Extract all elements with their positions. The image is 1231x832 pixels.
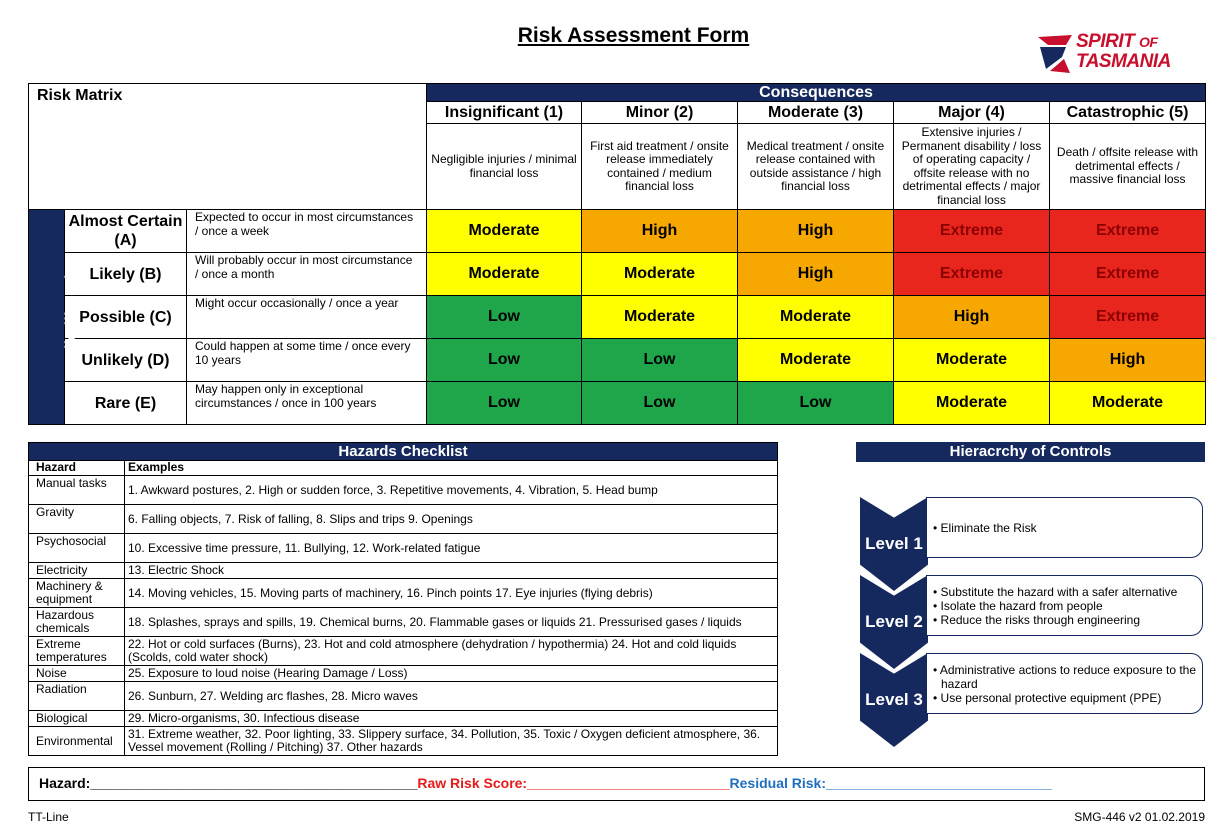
- consequence-desc: Extensive injuries / Permanent disability / loss of operating capacity / offsite release with no detrimental effects / major financial loss: [894, 124, 1050, 210]
- consequence-desc: Negligible injuries / minimal financial loss: [427, 124, 582, 210]
- hazard-column-header: Hazard: [29, 461, 125, 476]
- level-2-item: • Isolate the hazard from people: [933, 598, 1103, 613]
- hazard-examples: 22. Hot or cold surfaces (Burns), 23. Hot and cold atmosphere (dehydration / hypothermia) 24. Hot and cold liquids (Scolds, cold water shock): [125, 637, 778, 666]
- likelihood-name: Possible (C): [65, 296, 187, 339]
- hazard-examples: 10. Excessive time pressure, 11. Bullying, 12. Work-related fatigue: [125, 534, 778, 563]
- examples-column-header: Examples: [125, 461, 778, 476]
- likelihood-name: Almost Certain (A): [65, 210, 187, 253]
- hazard-examples: 31. Extreme weather, 32. Poor lighting, 33. Slippery surface, 34. Pollution, 35. Toxic / Oxygen deficient atmosphere, 36. Vessel movement (Rolling / Pitching) 37. Other hazards: [125, 727, 778, 756]
- likelihood-header: Likelihood: [29, 210, 65, 425]
- risk-cell: Moderate: [427, 210, 582, 253]
- risk-cell: Moderate: [894, 382, 1050, 425]
- level-2-box: [926, 575, 1203, 636]
- hazard-name: Biological: [29, 711, 125, 727]
- risk-matrix: [28, 83, 1206, 425]
- risk-cell: Moderate: [427, 253, 582, 296]
- raw-risk-field-label[interactable]: Raw Risk Score:__________________________: [417, 775, 730, 791]
- logo-line2: TASMANIA: [1076, 51, 1171, 72]
- hazard-examples: 13. Electric Shock: [125, 563, 778, 579]
- footer-doc-id: SMG-446 v2 01.02.2019: [1074, 810, 1205, 824]
- hazard-name: Radiation: [29, 682, 125, 711]
- hazard-name: Machinery & equipment: [29, 579, 125, 608]
- level-3-box: [926, 653, 1203, 714]
- hazard-name: Psychosocial: [29, 534, 125, 563]
- risk-cell: Low: [427, 382, 582, 425]
- logo-line1: SPIRIT: [1076, 31, 1135, 52]
- risk-cell: Extreme: [1050, 210, 1206, 253]
- consequence-name: Moderate (3): [738, 102, 894, 124]
- likelihood-desc: Could happen at some time / once every 10 years: [187, 339, 427, 382]
- level-2-item: • Reduce the risks through engineering: [933, 612, 1141, 627]
- level-1-box: [926, 497, 1203, 558]
- hazard-examples: 26. Sunburn, 27. Welding arc flashes, 28. Micro waves: [125, 682, 778, 711]
- risk-cell: High: [582, 210, 738, 253]
- risk-cell: High: [738, 253, 894, 296]
- hazard-name: Manual tasks: [29, 476, 125, 505]
- hazards-checklist-title: Hazards Checklist: [29, 443, 778, 461]
- consequences-header: Consequences: [427, 84, 1206, 102]
- risk-cell: Moderate: [894, 339, 1050, 382]
- hazard-name: Extreme temperatures: [29, 637, 125, 666]
- hazard-examples: 1. Awkward postures, 2. High or sudden force, 3. Repetitive movements, 4. Vibration, 5. Head bump: [125, 476, 778, 505]
- hazard-field-label[interactable]: Hazard:__________________________________________: [39, 775, 418, 791]
- consequence-desc: Death / offsite release with detrimental effects / massive financial loss: [1050, 124, 1206, 210]
- likelihood-desc: Expected to occur in most circumstances / once a week: [187, 210, 427, 253]
- footer-company: TT-Line: [28, 810, 69, 824]
- risk-cell: Low: [582, 382, 738, 425]
- risk-cell: Extreme: [1050, 253, 1206, 296]
- consequence-name: Catastrophic (5): [1050, 102, 1206, 124]
- hazard-examples: 14. Moving vehicles, 15. Moving parts of machinery, 16. Pinch points 17. Eye injuries (flying debris): [125, 579, 778, 608]
- hierarchy-of-controls-title: Hieracrchy of Controls: [856, 442, 1205, 462]
- page-title: Risk Assessment Form: [517, 24, 750, 47]
- hazard-name: Noise: [29, 666, 125, 682]
- level-1-label: Level 1: [865, 534, 923, 553]
- risk-cell: Moderate: [582, 296, 738, 339]
- logo-of: OF: [1139, 34, 1158, 50]
- level-1-item: • Eliminate the Risk: [933, 520, 1037, 535]
- hazard-name: Environmental: [29, 727, 125, 756]
- risk-cell: High: [1050, 339, 1206, 382]
- hazard-name: Hazardous chemicals: [29, 608, 125, 637]
- risk-cell: Moderate: [582, 253, 738, 296]
- hazard-examples: 25. Exposure to loud noise (Hearing Damage / Loss): [125, 666, 778, 682]
- level-2-item: • Substitute the hazard with a safer alternative: [933, 584, 1178, 599]
- risk-cell: Extreme: [1050, 296, 1206, 339]
- likelihood-desc: Will probably occur in most circumstance / once a month: [187, 253, 427, 296]
- risk-cell: Low: [738, 382, 894, 425]
- likelihood-name: Likely (B): [65, 253, 187, 296]
- likelihood-name: Rare (E): [65, 382, 187, 425]
- logo-wordmark: [1076, 32, 1171, 71]
- likelihood-desc: May happen only in exceptional circumstances / once in 100 years: [187, 382, 427, 425]
- risk-cell: Moderate: [1050, 382, 1206, 425]
- level-2-label: Level 2: [865, 612, 923, 631]
- level-3-label: Level 3: [865, 690, 923, 709]
- hazard-name: Gravity: [29, 505, 125, 534]
- consequence-name: Minor (2): [582, 102, 738, 124]
- consequence-desc: Medical treatment / onsite release contained with outside assistance / high financial loss: [738, 124, 894, 210]
- hazard-examples: 6. Falling objects, 7. Risk of falling, 8. Slips and trips 9. Openings: [125, 505, 778, 534]
- risk-cell: High: [738, 210, 894, 253]
- level-3-item: • Administrative actions to reduce exposure to the hazard: [933, 662, 1197, 691]
- likelihood-name: Unlikely (D): [65, 339, 187, 382]
- risk-matrix-label: Risk Matrix: [29, 84, 427, 210]
- risk-cell: Low: [427, 296, 582, 339]
- residual-risk-field-label[interactable]: Residual Risk:_____________________________: [729, 775, 1052, 791]
- risk-cell: Moderate: [738, 339, 894, 382]
- risk-cell: Moderate: [738, 296, 894, 339]
- risk-cell: High: [894, 296, 1050, 339]
- hazard-entry-row[interactable]: [28, 767, 1205, 801]
- level-3-item: • Use personal protective equipment (PPE): [933, 690, 1162, 705]
- hazard-name: Electricity: [29, 563, 125, 579]
- hazards-checklist: [28, 442, 778, 756]
- hazard-examples: 29. Micro-organisms, 30. Infectious disease: [125, 711, 778, 727]
- risk-cell: Low: [427, 339, 582, 382]
- consequence-name: Insignificant (1): [427, 102, 582, 124]
- likelihood-desc: Might occur occasionally / once a year: [187, 296, 427, 339]
- risk-cell: Extreme: [894, 210, 1050, 253]
- risk-cell: Extreme: [894, 253, 1050, 296]
- consequence-name: Major (4): [894, 102, 1050, 124]
- consequence-desc: First aid treatment / onsite release immediately contained / medium financial loss: [582, 124, 738, 210]
- risk-cell: Low: [582, 339, 738, 382]
- hazard-examples: 18. Splashes, sprays and spills, 19. Chemical burns, 20. Flammable gases or liquids 21. Pressurised gases / liquids: [125, 608, 778, 637]
